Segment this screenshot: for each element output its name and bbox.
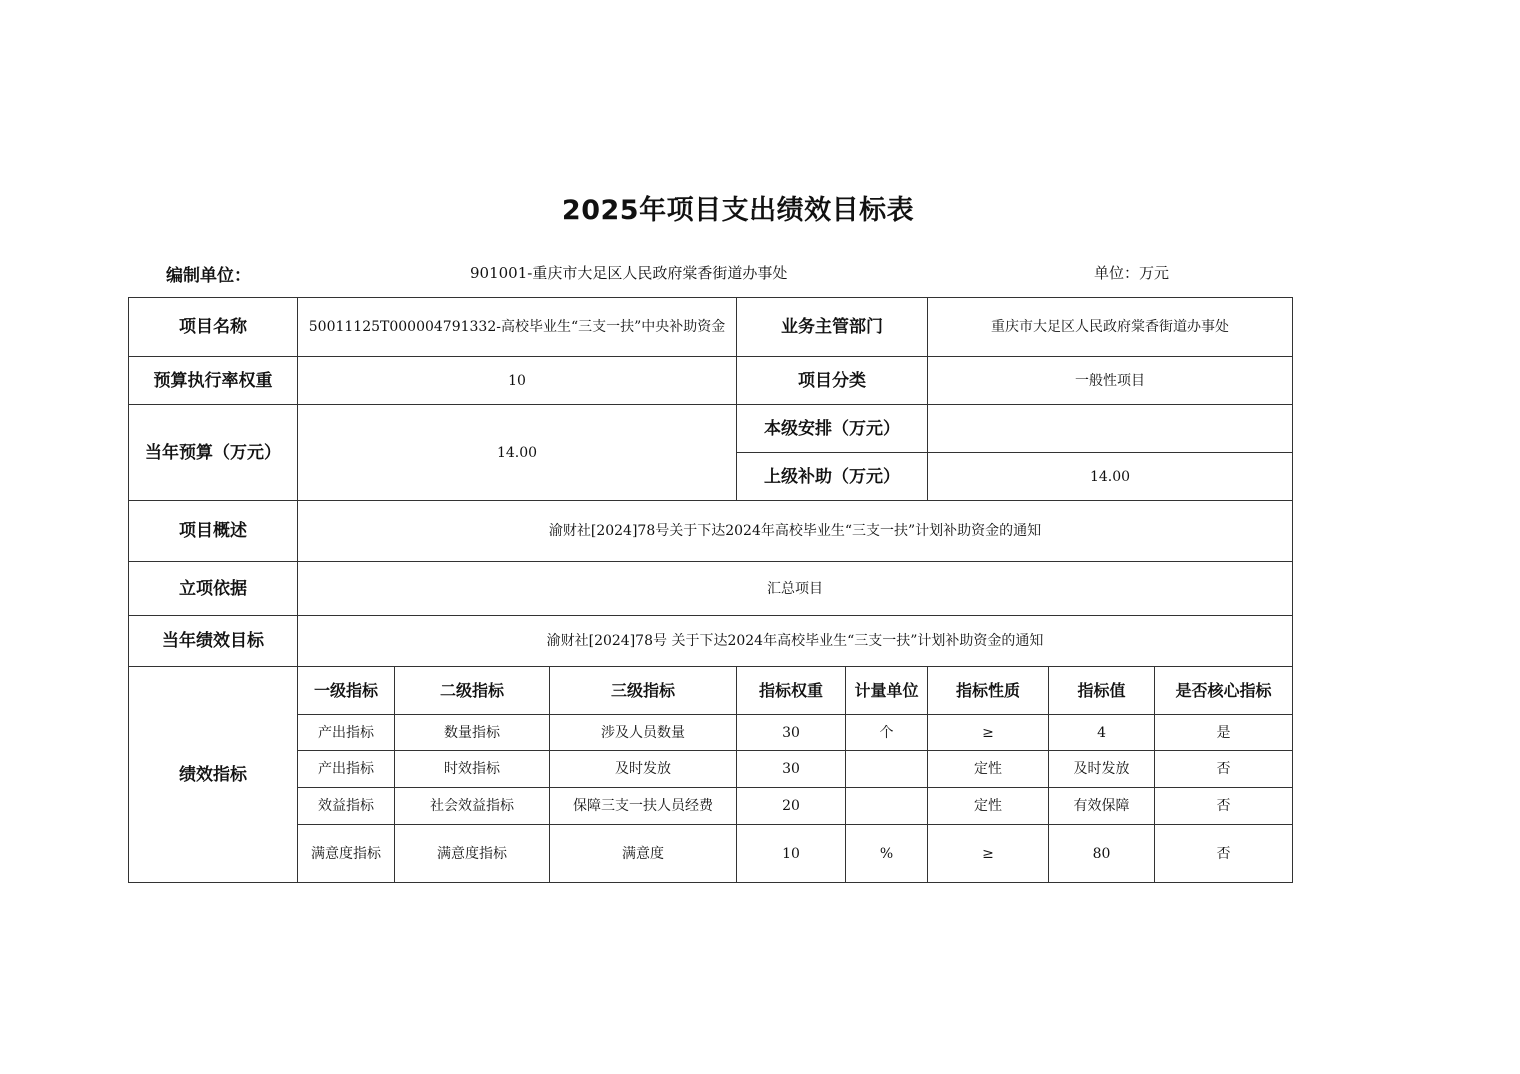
core-cell: 否 [1155, 825, 1293, 883]
level2-cell: 满意度指标 [395, 825, 550, 883]
level1-cell: 效益指标 [298, 788, 395, 825]
weight-cell: 30 [737, 715, 846, 751]
row-overview [129, 501, 1293, 562]
level1-cell: 产出指标 [298, 715, 395, 751]
budget-value: 14.00 [298, 405, 737, 501]
unit-cell [846, 788, 928, 825]
weight-value: 10 [298, 357, 737, 405]
level1-cell: 满意度指标 [298, 825, 395, 883]
weight-cell: 30 [737, 751, 846, 788]
unit-cell [846, 751, 928, 788]
currency-unit: 单位：万元 [1094, 264, 1170, 282]
level3-cell: 及时发放 [550, 751, 737, 788]
upper-value: 14.00 [928, 453, 1293, 501]
core-cell: 否 [1155, 788, 1293, 825]
value-cell: 4 [1049, 715, 1155, 751]
category-value: 一般性项目 [928, 357, 1293, 405]
value-cell: 及时发放 [1049, 751, 1155, 788]
header-value: 指标值 [1049, 667, 1155, 715]
basis-value: 汇总项目 [298, 562, 1293, 616]
level2-cell: 时效指标 [395, 751, 550, 788]
level3-cell: 保障三支一扶人员经费 [550, 788, 737, 825]
header-nature: 指标性质 [928, 667, 1049, 715]
page-title: 2025年项目支出绩效目标表 [561, 195, 915, 226]
header-level3: 三级指标 [550, 667, 737, 715]
local-value [928, 405, 1293, 453]
header-weight: 指标权重 [737, 667, 846, 715]
goal-label: 当年绩效目标 [129, 616, 298, 667]
nature-cell: ≥ [928, 825, 1049, 883]
row-weight [129, 357, 1293, 405]
core-cell: 是 [1155, 715, 1293, 751]
overview-value: 渝财社[2024]78号关于下达2024年高校毕业生“三支一扶”计划补助资金的通知 [298, 501, 1293, 562]
level2-cell: 数量指标 [395, 715, 550, 751]
basis-label: 立项依据 [129, 562, 298, 616]
indicator-row [129, 788, 1293, 825]
performance-table [128, 297, 1293, 883]
row-goal [129, 616, 1293, 667]
goal-value: 渝财社[2024]78号 关于下达2024年高校毕业生“三支一扶”计划补助资金的通知 [298, 616, 1293, 667]
header-level2: 二级指标 [395, 667, 550, 715]
weight-cell: 10 [737, 825, 846, 883]
project-name-value: 50011125T000004791332-高校毕业生“三支一扶”中央补助资金 [298, 298, 737, 357]
overview-label: 项目概述 [129, 501, 298, 562]
nature-cell: ≥ [928, 715, 1049, 751]
value-cell: 80 [1049, 825, 1155, 883]
weight-cell: 20 [737, 788, 846, 825]
project-name-label: 项目名称 [129, 298, 298, 357]
unit-cell: % [846, 825, 928, 883]
dept-value: 重庆市大足区人民政府棠香街道办事处 [928, 298, 1293, 357]
unit-label: 编制单位： [166, 266, 251, 286]
row-basis [129, 562, 1293, 616]
core-cell: 否 [1155, 751, 1293, 788]
row-project-name [129, 298, 1293, 357]
upper-label: 上级补助（万元） [737, 453, 928, 501]
budget-label: 当年预算（万元） [129, 405, 298, 501]
level3-cell: 满意度 [550, 825, 737, 883]
dept-label: 业务主管部门 [737, 298, 928, 357]
header-level1: 一级指标 [298, 667, 395, 715]
nature-cell: 定性 [928, 788, 1049, 825]
level1-cell: 产出指标 [298, 751, 395, 788]
level3-cell: 涉及人员数量 [550, 715, 737, 751]
indicators-label: 绩效指标 [129, 667, 298, 883]
row-budget-local [129, 405, 1293, 453]
nature-cell: 定性 [928, 751, 1049, 788]
indicator-header-row [129, 667, 1293, 715]
unit-cell: 个 [846, 715, 928, 751]
weight-label: 预算执行率权重 [129, 357, 298, 405]
unit-name: 901001-重庆市大足区人民政府棠香街道办事处 [470, 264, 788, 282]
indicator-row [129, 715, 1293, 751]
local-label: 本级安排（万元） [737, 405, 928, 453]
category-label: 项目分类 [737, 357, 928, 405]
header-core: 是否核心指标 [1155, 667, 1293, 715]
header-unit: 计量单位 [846, 667, 928, 715]
indicator-row [129, 825, 1293, 883]
level2-cell: 社会效益指标 [395, 788, 550, 825]
indicator-row [129, 751, 1293, 788]
value-cell: 有效保障 [1049, 788, 1155, 825]
